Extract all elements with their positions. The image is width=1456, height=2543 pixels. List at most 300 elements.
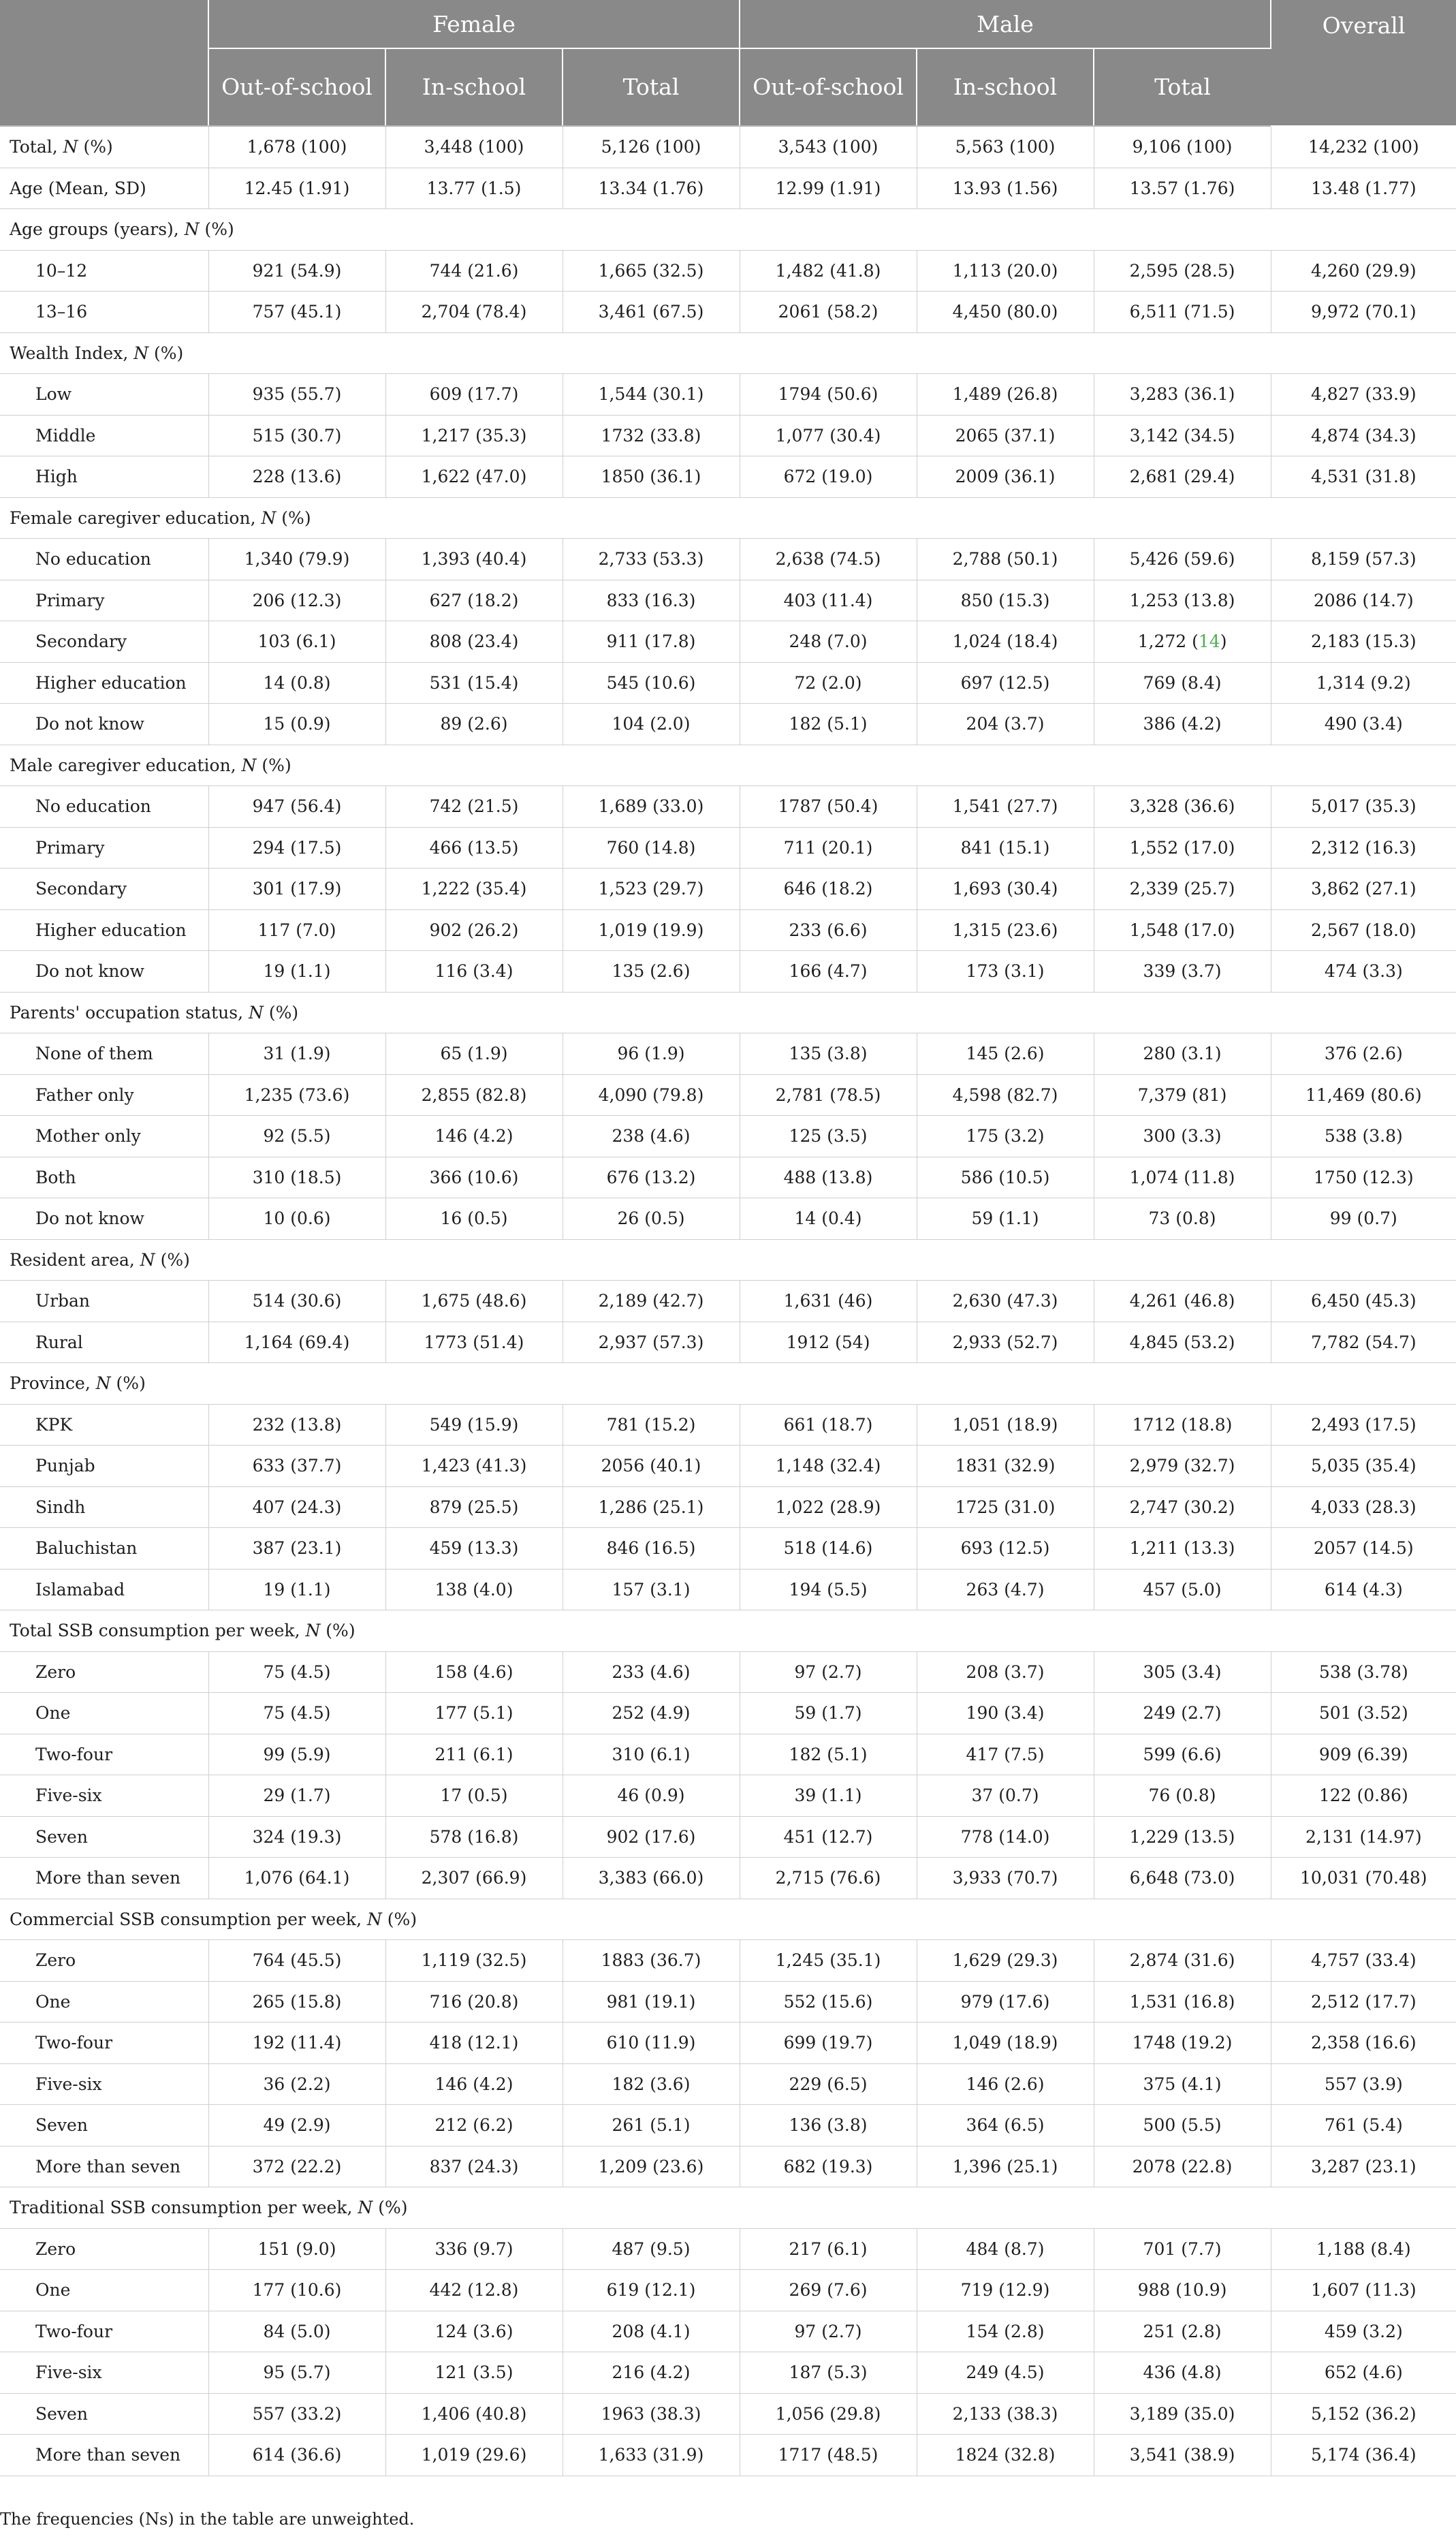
row-label: Both	[0, 1157, 208, 1198]
table-cell: 1,423 (41.3)	[385, 1446, 563, 1487]
row-label: Seven	[0, 1816, 208, 1858]
row-label: KPK	[0, 1404, 208, 1446]
table-cell: 2,133 (38.3)	[917, 2393, 1094, 2435]
table-cell: 4,757 (33.4)	[1271, 1940, 1456, 1982]
table-cell: 301 (17.9)	[208, 869, 385, 910]
table-cell: 614 (4.3)	[1271, 1569, 1456, 1610]
table-cell: 850 (15.3)	[917, 580, 1094, 621]
table-row	[0, 1858, 1456, 1899]
row-label: Seven	[0, 2105, 208, 2147]
table-row	[0, 1981, 1456, 2023]
table-cell: 451 (12.7)	[740, 1816, 917, 1858]
table-cell: 204 (3.7)	[917, 704, 1094, 745]
table-cell: 742 (21.5)	[385, 786, 563, 828]
table-cell: 1725 (31.0)	[917, 1486, 1094, 1528]
table-cell: 4,531 (31.8)	[1271, 456, 1456, 498]
table-cell: 2,595 (28.5)	[1094, 250, 1271, 292]
table-cell: 1717 (48.5)	[740, 2435, 917, 2476]
table-row	[0, 1157, 1456, 1198]
table-cell: 233 (4.6)	[563, 1651, 740, 1693]
table-cell: 2065 (37.1)	[917, 415, 1094, 456]
table-row	[0, 827, 1456, 869]
section-header-row	[0, 992, 1456, 1033]
table-cell: 672 (19.0)	[740, 456, 917, 498]
table-cell: 208 (4.1)	[563, 2311, 740, 2352]
row-label: Secondary	[0, 621, 208, 663]
table-cell: 15 (0.9)	[208, 704, 385, 745]
table-cell: 11,469 (80.6)	[1271, 1074, 1456, 1116]
table-cell: 1,689 (33.0)	[563, 786, 740, 828]
table-cell: 1,665 (32.5)	[563, 250, 740, 292]
row-label: Age (Mean, SD)	[0, 168, 208, 209]
table-cell: 3,448 (100)	[385, 126, 563, 168]
table-cell: 265 (15.8)	[208, 1981, 385, 2023]
table-cell: 610 (11.9)	[563, 2023, 740, 2064]
table-cell: 1750 (12.3)	[1271, 1157, 1456, 1198]
table-row	[0, 2393, 1456, 2435]
table-cell: 146 (4.2)	[385, 2063, 563, 2105]
table-cell: 3,862 (27.1)	[1271, 869, 1456, 910]
header-row-groups	[0, 0, 1456, 48]
table-cell: 902 (26.2)	[385, 909, 563, 951]
table-cell: 2,937 (57.3)	[563, 1322, 740, 1363]
table-cell: 1,406 (40.8)	[385, 2393, 563, 2435]
table-cell: 609 (17.7)	[385, 374, 563, 416]
table-cell: 474 (3.3)	[1271, 951, 1456, 993]
table-cell: 1,286 (25.1)	[563, 1486, 740, 1528]
table-cell: 466 (13.5)	[385, 827, 563, 869]
table-cell: 216 (4.2)	[563, 2352, 740, 2394]
table-cell: 269 (7.6)	[740, 2270, 917, 2311]
table-cell: 2057 (14.5)	[1271, 1528, 1456, 1570]
table-cell: 336 (9.7)	[385, 2228, 563, 2270]
table-cell: 2,933 (52.7)	[917, 1322, 1094, 1363]
table-cell: 146 (4.2)	[385, 1116, 563, 1157]
table-cell: 3,933 (70.7)	[917, 1858, 1094, 1899]
table-cell: 364 (6.5)	[917, 2105, 1094, 2147]
table-row	[0, 1651, 1456, 1693]
table-cell: 10,031 (70.48)	[1271, 1858, 1456, 1899]
table-cell: 1,693 (30.4)	[917, 869, 1094, 910]
section-title: Parents' occupation status, N (%)	[0, 992, 1456, 1033]
table-cell: 376 (2.6)	[1271, 1033, 1456, 1075]
table-cell: 238 (4.6)	[563, 1116, 740, 1157]
row-label: Punjab	[0, 1446, 208, 1487]
table-cell: 2,638 (74.5)	[740, 539, 917, 580]
table-cell: 75 (4.5)	[208, 1693, 385, 1734]
table-cell: 661 (18.7)	[740, 1404, 917, 1446]
table-cell: 501 (3.52)	[1271, 1693, 1456, 1734]
table-footnote: The frequencies (Ns) in the table are unweighted.	[0, 2510, 415, 2529]
table-cell: 2,339 (25.7)	[1094, 869, 1271, 910]
table-cell: 846 (16.5)	[563, 1528, 740, 1570]
table-cell: 14 (0.4)	[740, 1198, 917, 1240]
table-cell: 935 (55.7)	[208, 374, 385, 416]
table-cell: 760 (14.8)	[563, 827, 740, 869]
table-cell: 2,874 (31.6)	[1094, 1940, 1271, 1982]
table-cell: 578 (16.8)	[385, 1816, 563, 1858]
table-row	[0, 2228, 1456, 2270]
header-group-overall: Overall	[1271, 0, 1456, 126]
table-row	[0, 621, 1456, 663]
table-cell: 13.93 (1.56)	[917, 168, 1094, 209]
table-cell: 5,426 (59.6)	[1094, 539, 1271, 580]
table-body	[0, 126, 1456, 2476]
table-cell: 280 (3.1)	[1094, 1033, 1271, 1075]
table-cell: 1,245 (35.1)	[740, 1940, 917, 1982]
table-cell: 125 (3.5)	[740, 1116, 917, 1157]
table-cell: 121 (3.5)	[385, 2352, 563, 2394]
table-cell: 19 (1.1)	[208, 951, 385, 993]
table-cell: 682 (19.3)	[740, 2146, 917, 2187]
table-cell: 1,675 (48.6)	[385, 1281, 563, 1322]
table-row	[0, 1281, 1456, 1322]
row-label: Higher education	[0, 909, 208, 951]
table-cell: 781 (15.2)	[563, 1404, 740, 1446]
table-cell: 487 (9.5)	[563, 2228, 740, 2270]
table-cell: 921 (54.9)	[208, 250, 385, 292]
row-label: 10–12	[0, 250, 208, 292]
section-title: Male caregiver education, N (%)	[0, 745, 1456, 786]
table-cell: 1,049 (18.9)	[917, 2023, 1094, 2064]
table-cell: 1,188 (8.4)	[1271, 2228, 1456, 2270]
table-cell: 366 (10.6)	[385, 1157, 563, 1198]
table-cell: 1,222 (35.4)	[385, 869, 563, 910]
table-cell: 1831 (32.9)	[917, 1446, 1094, 1487]
table-row	[0, 415, 1456, 456]
section-title: Wealth Index, N (%)	[0, 332, 1456, 374]
table-cell: 261 (5.1)	[563, 2105, 740, 2147]
table-cell: 2,681 (29.4)	[1094, 456, 1271, 498]
table-cell: 652 (4.6)	[1271, 2352, 1456, 2394]
table-row	[0, 1775, 1456, 1817]
table-cell: 96 (1.9)	[563, 1033, 740, 1075]
row-label: One	[0, 1693, 208, 1734]
table-cell: 154 (2.8)	[917, 2311, 1094, 2352]
table-cell: 693 (12.5)	[917, 1528, 1094, 1570]
table-cell: 1850 (36.1)	[563, 456, 740, 498]
table-cell: 459 (13.3)	[385, 1528, 563, 1570]
table-cell: 1732 (33.8)	[563, 415, 740, 456]
row-label: Two-four	[0, 2023, 208, 2064]
table-cell: 249 (4.5)	[917, 2352, 1094, 2394]
table-cell: 947 (56.4)	[208, 786, 385, 828]
table-cell: 9,106 (100)	[1094, 126, 1271, 168]
table-cell: 194 (5.5)	[740, 1569, 917, 1610]
table-cell: 1,607 (11.3)	[1271, 2270, 1456, 2311]
table-cell: 2,307 (66.9)	[385, 1858, 563, 1899]
row-label: Sindh	[0, 1486, 208, 1528]
table-cell: 711 (20.1)	[740, 827, 917, 869]
table-cell: 122 (0.86)	[1271, 1775, 1456, 1817]
table-cell: 192 (11.4)	[208, 2023, 385, 2064]
table-cell: 166 (4.7)	[740, 951, 917, 993]
table-cell: 4,450 (80.0)	[917, 292, 1094, 333]
table-cell: 515 (30.7)	[208, 415, 385, 456]
table-cell: 136 (3.8)	[740, 2105, 917, 2147]
table-cell: 719 (12.9)	[917, 2270, 1094, 2311]
row-label: Low	[0, 374, 208, 416]
table-row	[0, 2063, 1456, 2105]
table-cell: 2,358 (16.6)	[1271, 2023, 1456, 2064]
row-label: Middle	[0, 415, 208, 456]
table-cell: 104 (2.0)	[563, 704, 740, 745]
table-row	[0, 1940, 1456, 1982]
table-cell: 1883 (36.7)	[563, 1940, 740, 1982]
table-cell: 229 (6.5)	[740, 2063, 917, 2105]
table-cell: 2,781 (78.5)	[740, 1074, 917, 1116]
table-cell: 545 (10.6)	[563, 662, 740, 704]
row-label: Primary	[0, 580, 208, 621]
table-row	[0, 704, 1456, 745]
table-cell: 627 (18.2)	[385, 580, 563, 621]
table-cell: 979 (17.6)	[917, 1981, 1094, 2023]
table-cell: 190 (3.4)	[917, 1693, 1094, 1734]
table-cell: 2078 (22.8)	[1094, 2146, 1271, 2187]
row-label: Two-four	[0, 1734, 208, 1775]
row-label: More than seven	[0, 1858, 208, 1899]
table-cell: 442 (12.8)	[385, 2270, 563, 2311]
table-cell: 117 (7.0)	[208, 909, 385, 951]
table-cell: 89 (2.6)	[385, 704, 563, 745]
table-cell: 619 (12.1)	[563, 2270, 740, 2311]
table-cell: 116 (3.4)	[385, 951, 563, 993]
section-title: Traditional SSB consumption per week, N (%)	[0, 2187, 1456, 2229]
table-cell: 1,340 (79.9)	[208, 539, 385, 580]
table-cell: 2,855 (82.8)	[385, 1074, 563, 1116]
table-cell: 3,383 (66.0)	[563, 1858, 740, 1899]
table-cell: 646 (18.2)	[740, 869, 917, 910]
table-row	[0, 786, 1456, 828]
table-cell: 3,328 (36.6)	[1094, 786, 1271, 828]
table-cell: 248 (7.0)	[740, 621, 917, 663]
table-cell: 531 (15.4)	[385, 662, 563, 704]
row-label: One	[0, 2270, 208, 2311]
table-cell: 6,648 (73.0)	[1094, 1858, 1271, 1899]
table-cell: 251 (2.8)	[1094, 2311, 1271, 2352]
table-cell: 2,183 (15.3)	[1271, 621, 1456, 663]
table-cell: 233 (6.6)	[740, 909, 917, 951]
table-cell: 1824 (32.8)	[917, 2435, 1094, 2476]
table-row	[0, 951, 1456, 993]
table-cell: 177 (10.6)	[208, 2270, 385, 2311]
table-cell: 909 (6.39)	[1271, 1734, 1456, 1775]
table-cell: 2,630 (47.3)	[917, 1281, 1094, 1322]
table-cell: 3,461 (67.5)	[563, 292, 740, 333]
table-cell: 833 (16.3)	[563, 580, 740, 621]
header-female-out-of-school: Out-of-school	[208, 48, 385, 126]
table-cell: 457 (5.0)	[1094, 1569, 1271, 1610]
table-cell: 1,217 (35.3)	[385, 415, 563, 456]
table-cell: 518 (14.6)	[740, 1528, 917, 1570]
table-cell: 1,548 (17.0)	[1094, 909, 1271, 951]
header-male-in-school: In-school	[917, 48, 1094, 126]
table-cell: 3,142 (34.5)	[1094, 415, 1271, 456]
section-header-row	[0, 332, 1456, 374]
table-cell: 7,379 (81)	[1094, 1074, 1271, 1116]
table-cell: 300 (3.3)	[1094, 1116, 1271, 1157]
table-cell: 1,229 (13.5)	[1094, 1816, 1271, 1858]
table-cell: 3,541 (38.9)	[1094, 2435, 1271, 2476]
table-cell: 2,189 (42.7)	[563, 1281, 740, 1322]
table-cell: 3,287 (23.1)	[1271, 2146, 1456, 2187]
header-group-female: Female	[208, 0, 740, 48]
table-cell: 2,715 (76.6)	[740, 1858, 917, 1899]
table-cell: 5,017 (35.3)	[1271, 786, 1456, 828]
section-header-row	[0, 2187, 1456, 2229]
table-cell: 8,159 (57.3)	[1271, 539, 1456, 580]
table-cell: 208 (3.7)	[917, 1651, 1094, 1693]
header-female-in-school: In-school	[385, 48, 563, 126]
table-cell: 417 (7.5)	[917, 1734, 1094, 1775]
row-label: Five-six	[0, 1775, 208, 1817]
row-label: Father only	[0, 1074, 208, 1116]
row-label: Seven	[0, 2393, 208, 2435]
table-row	[0, 2435, 1456, 2476]
table-cell: 1963 (38.3)	[563, 2393, 740, 2435]
table-row	[0, 2311, 1456, 2352]
table-cell: 557 (33.2)	[208, 2393, 385, 2435]
table-cell: 10 (0.6)	[208, 1198, 385, 1240]
row-label: Zero	[0, 2228, 208, 2270]
table-cell: 97 (2.7)	[740, 1651, 917, 1693]
row-label: Zero	[0, 1940, 208, 1982]
section-header-row	[0, 497, 1456, 539]
table-cell: 1748 (19.2)	[1094, 2023, 1271, 2064]
table-cell	[1094, 621, 1271, 663]
table-row	[0, 292, 1456, 333]
table-cell: 1,629 (29.3)	[917, 1940, 1094, 1982]
table-cell: 2061 (58.2)	[740, 292, 917, 333]
table-cell: 175 (3.2)	[917, 1116, 1094, 1157]
table-cell: 146 (2.6)	[917, 2063, 1094, 2105]
table-cell: 177 (5.1)	[385, 1693, 563, 1734]
table-cell: 1,148 (32.4)	[740, 1446, 917, 1487]
table-cell: 2,512 (17.7)	[1271, 1981, 1456, 2023]
table-cell: 764 (45.5)	[208, 1940, 385, 1982]
table-cell: 1,235 (73.6)	[208, 1074, 385, 1116]
table-cell: 173 (3.1)	[917, 951, 1094, 993]
table-cell: 13.77 (1.5)	[385, 168, 563, 209]
table-cell: 29 (1.7)	[208, 1775, 385, 1817]
table-cell: 76 (0.8)	[1094, 1775, 1271, 1817]
table-cell: 1,482 (41.8)	[740, 250, 917, 292]
table-cell: 387 (23.1)	[208, 1528, 385, 1570]
table-cell: 552 (15.6)	[740, 1981, 917, 2023]
table-cell: 418 (12.1)	[385, 2023, 563, 2064]
row-label: Two-four	[0, 2311, 208, 2352]
section-title: Age groups (years), N (%)	[0, 209, 1456, 251]
table-cell: 36 (2.2)	[208, 2063, 385, 2105]
table-cell: 1,622 (47.0)	[385, 456, 563, 498]
row-label: Mother only	[0, 1116, 208, 1157]
table-cell: 761 (5.4)	[1271, 2105, 1456, 2147]
table-row	[0, 168, 1456, 209]
table-row	[0, 869, 1456, 910]
table-cell: 2,747 (30.2)	[1094, 1486, 1271, 1528]
header-row-subcolumns	[0, 48, 1456, 126]
table-cell: 403 (11.4)	[740, 580, 917, 621]
table-cell: 1,077 (30.4)	[740, 415, 917, 456]
row-label: More than seven	[0, 2435, 208, 2476]
table-cell: 4,260 (29.9)	[1271, 250, 1456, 292]
table-cell: 73 (0.8)	[1094, 1198, 1271, 1240]
table-row	[0, 1486, 1456, 1528]
table-cell: 339 (3.7)	[1094, 951, 1271, 993]
table-cell: 1,523 (29.7)	[563, 869, 740, 910]
table-cell: 1,552 (17.0)	[1094, 827, 1271, 869]
table-cell: 2086 (14.7)	[1271, 580, 1456, 621]
table-cell: 490 (3.4)	[1271, 704, 1456, 745]
table-cell: 484 (8.7)	[917, 2228, 1094, 2270]
cell-text-prefix: 1,272 (	[1137, 631, 1199, 652]
table-cell: 538 (3.78)	[1271, 1651, 1456, 1693]
table-cell: 14 (0.8)	[208, 662, 385, 704]
table-cell: 5,152 (36.2)	[1271, 2393, 1456, 2435]
table-cell: 4,598 (82.7)	[917, 1074, 1094, 1116]
row-label: Secondary	[0, 869, 208, 910]
table-cell: 500 (5.5)	[1094, 2105, 1271, 2147]
table-cell: 1,164 (69.4)	[208, 1322, 385, 1363]
table-cell: 14,232 (100)	[1271, 126, 1456, 168]
table-cell: 17 (0.5)	[385, 1775, 563, 1817]
table-cell: 212 (6.2)	[385, 2105, 563, 2147]
table-cell: 1787 (50.4)	[740, 786, 917, 828]
table-cell: 5,035 (35.4)	[1271, 1446, 1456, 1487]
table-cell: 3,543 (100)	[740, 126, 917, 168]
table-cell: 1,074 (11.8)	[1094, 1157, 1271, 1198]
table-cell: 2,131 (14.97)	[1271, 1816, 1456, 1858]
table-cell: 232 (13.8)	[208, 1404, 385, 1446]
table-cell: 1912 (54)	[740, 1322, 917, 1363]
table-cell: 5,563 (100)	[917, 126, 1094, 168]
table-cell: 97 (2.7)	[740, 2311, 917, 2352]
row-label: Baluchistan	[0, 1528, 208, 1570]
section-title: Province, N (%)	[0, 1363, 1456, 1405]
row-label: High	[0, 456, 208, 498]
table-cell: 124 (3.6)	[385, 2311, 563, 2352]
table-cell: 1,022 (28.9)	[740, 1486, 917, 1528]
table-cell: 13.57 (1.76)	[1094, 168, 1271, 209]
table-cell: 4,261 (46.8)	[1094, 1281, 1271, 1322]
table-row	[0, 1734, 1456, 1775]
table-cell: 92 (5.5)	[208, 1116, 385, 1157]
table-row	[0, 2023, 1456, 2064]
table-row	[0, 1693, 1456, 1734]
table-cell: 4,827 (33.9)	[1271, 374, 1456, 416]
table-cell: 2,704 (78.4)	[385, 292, 563, 333]
table-cell: 211 (6.1)	[385, 1734, 563, 1775]
table-row	[0, 909, 1456, 951]
table-cell: 310 (18.5)	[208, 1157, 385, 1198]
table-cell: 1,076 (64.1)	[208, 1858, 385, 1899]
table-row	[0, 1816, 1456, 1858]
table-cell: 676 (13.2)	[563, 1157, 740, 1198]
table-cell: 599 (6.6)	[1094, 1734, 1271, 1775]
header-male-out-of-school: Out-of-school	[740, 48, 917, 126]
table-cell: 1,019 (29.6)	[385, 2435, 563, 2476]
table-row	[0, 1116, 1456, 1157]
row-label: No education	[0, 786, 208, 828]
table-cell: 701 (7.7)	[1094, 2228, 1271, 2270]
cell-highlight-link[interactable]: 14	[1198, 631, 1220, 652]
table-cell: 988 (10.9)	[1094, 2270, 1271, 2311]
table-cell: 699 (19.7)	[740, 2023, 917, 2064]
table-cell: 488 (13.8)	[740, 1157, 917, 1198]
section-header-row	[0, 209, 1456, 251]
table-cell: 633 (37.7)	[208, 1446, 385, 1487]
table-cell: 549 (15.9)	[385, 1404, 563, 1446]
